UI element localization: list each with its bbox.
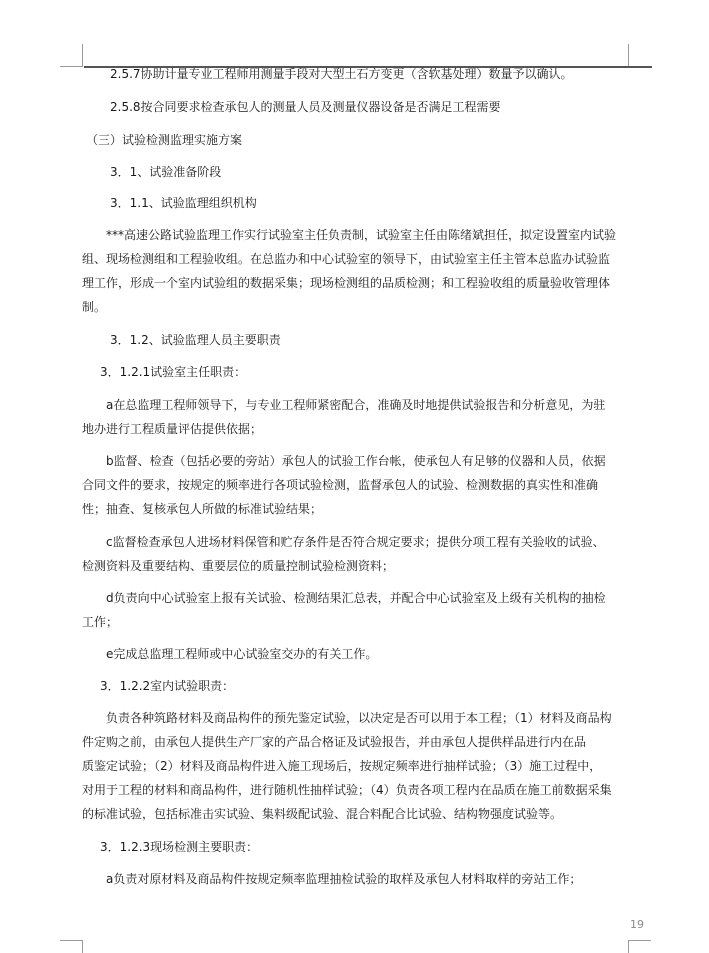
text-line: 性；抽查、复核承包人所做的标准试验结果； bbox=[82, 502, 323, 516]
text-line: 件定购之前，由承包人提供生产厂家的产品合格证及试验报告，并由承包人提供样品进行内在品 bbox=[82, 735, 587, 749]
text-line: （三）试验检测监理实施方案 bbox=[86, 133, 243, 147]
text-line: 制。 bbox=[82, 300, 107, 314]
text-line: 检测资料及重要结构、重要层位的质量控制试验检测资料； bbox=[82, 559, 395, 573]
text-line: 的标准试验，包括标准击实试验、集料级配试验、混合料配合比试验、结构物强度试验等。 bbox=[82, 807, 563, 821]
text-line: e完成总监理工程师或中心试验室交办的有关工作。 bbox=[106, 647, 378, 661]
text-line: 对用于工程的材料和商品构件，进行随机性抽样试验；（4）负责各项工程内在品质在施工前数据采集 bbox=[82, 783, 612, 797]
text-line: a在总监理工程师领导下，与专业工程师紧密配合，准确及时地提供试验报告和分析意见，为驻 bbox=[106, 398, 606, 412]
page-number: 19 bbox=[630, 918, 644, 931]
text-line: ***高速公路试验监理工作实行试验室主任负责制，试验室主任由陈绪斌担任，拟定设置室内试验 bbox=[106, 228, 617, 242]
text-line: 地办进行工程质量评估提供依据； bbox=[82, 422, 263, 436]
text-line: c监督检查承包人进场材料保管和贮存条件是否符合规定要求；提供分项工程有关验收的试验、 bbox=[106, 535, 605, 549]
crop-mark-bottom-left bbox=[60, 940, 83, 953]
text-line: 3．1.1、试验监理组织机构 bbox=[110, 196, 257, 210]
text-line: 3．1.2、试验监理人员主要职责 bbox=[110, 333, 281, 347]
text-line: 组、现场检测组和工程验收组。在总监办和中心试验室的领导下，由试验室主任主管本总监办试验监 bbox=[82, 252, 611, 266]
text-line: 3．1.2.3现场检测主要职责： bbox=[100, 840, 259, 854]
text-line: d负责向中心试验室上报有关试验、检测结果汇总表，并配合中心试验室及上级有关机构的抽检 bbox=[106, 591, 606, 605]
text-line: 理工作，形成一个室内试验组的数据采集；现场检测组的品质检测；和工程验收组的质量验收管理体 bbox=[82, 276, 611, 290]
text-line: 3．1.2.2室内试验职责： bbox=[100, 679, 235, 693]
text-line: 工作； bbox=[82, 615, 119, 629]
text-line: 质鉴定试验；（2）材料及商品构件进入施工现场后，按规定频率进行抽样试验；（3）施工过程中， bbox=[82, 759, 602, 773]
text-line: 负责各种筑路材料及商品构件的预先鉴定试验，以决定是否可以用于本工程；（1）材料及商品构 bbox=[106, 711, 612, 725]
crop-mark-top-left bbox=[60, 44, 83, 67]
text-line: b监督、检查（包括必要的旁站）承包人的试验工作台帐，使承包人有足够的仪器和人员，依据 bbox=[106, 454, 606, 468]
crop-mark-top-right bbox=[628, 44, 651, 67]
crop-mark-bottom-right bbox=[628, 940, 651, 953]
text-line: 3．1.2.1试验室主任职责： bbox=[100, 365, 247, 379]
text-line: 2.5.8按合同要求检查承包人的测量人员及测量仪器设备是否满足工程需要 bbox=[110, 100, 501, 114]
text-line: 2.5.7协助计量专业工程师用测量手段对大型土石方变更（含软基处理）数量予以确认。 bbox=[110, 67, 573, 81]
text-line: 合同文件的要求，按规定的频率进行各项试验检测，监督承包人的试验、检测数据的真实性和准确 bbox=[82, 478, 599, 492]
text-line: a负责对原材料及商品构件按规定频率监理抽检试验的取样及承包人材料取样的旁站工作； bbox=[106, 872, 582, 886]
text-line: 3．1、试验准备阶段 bbox=[110, 165, 222, 179]
